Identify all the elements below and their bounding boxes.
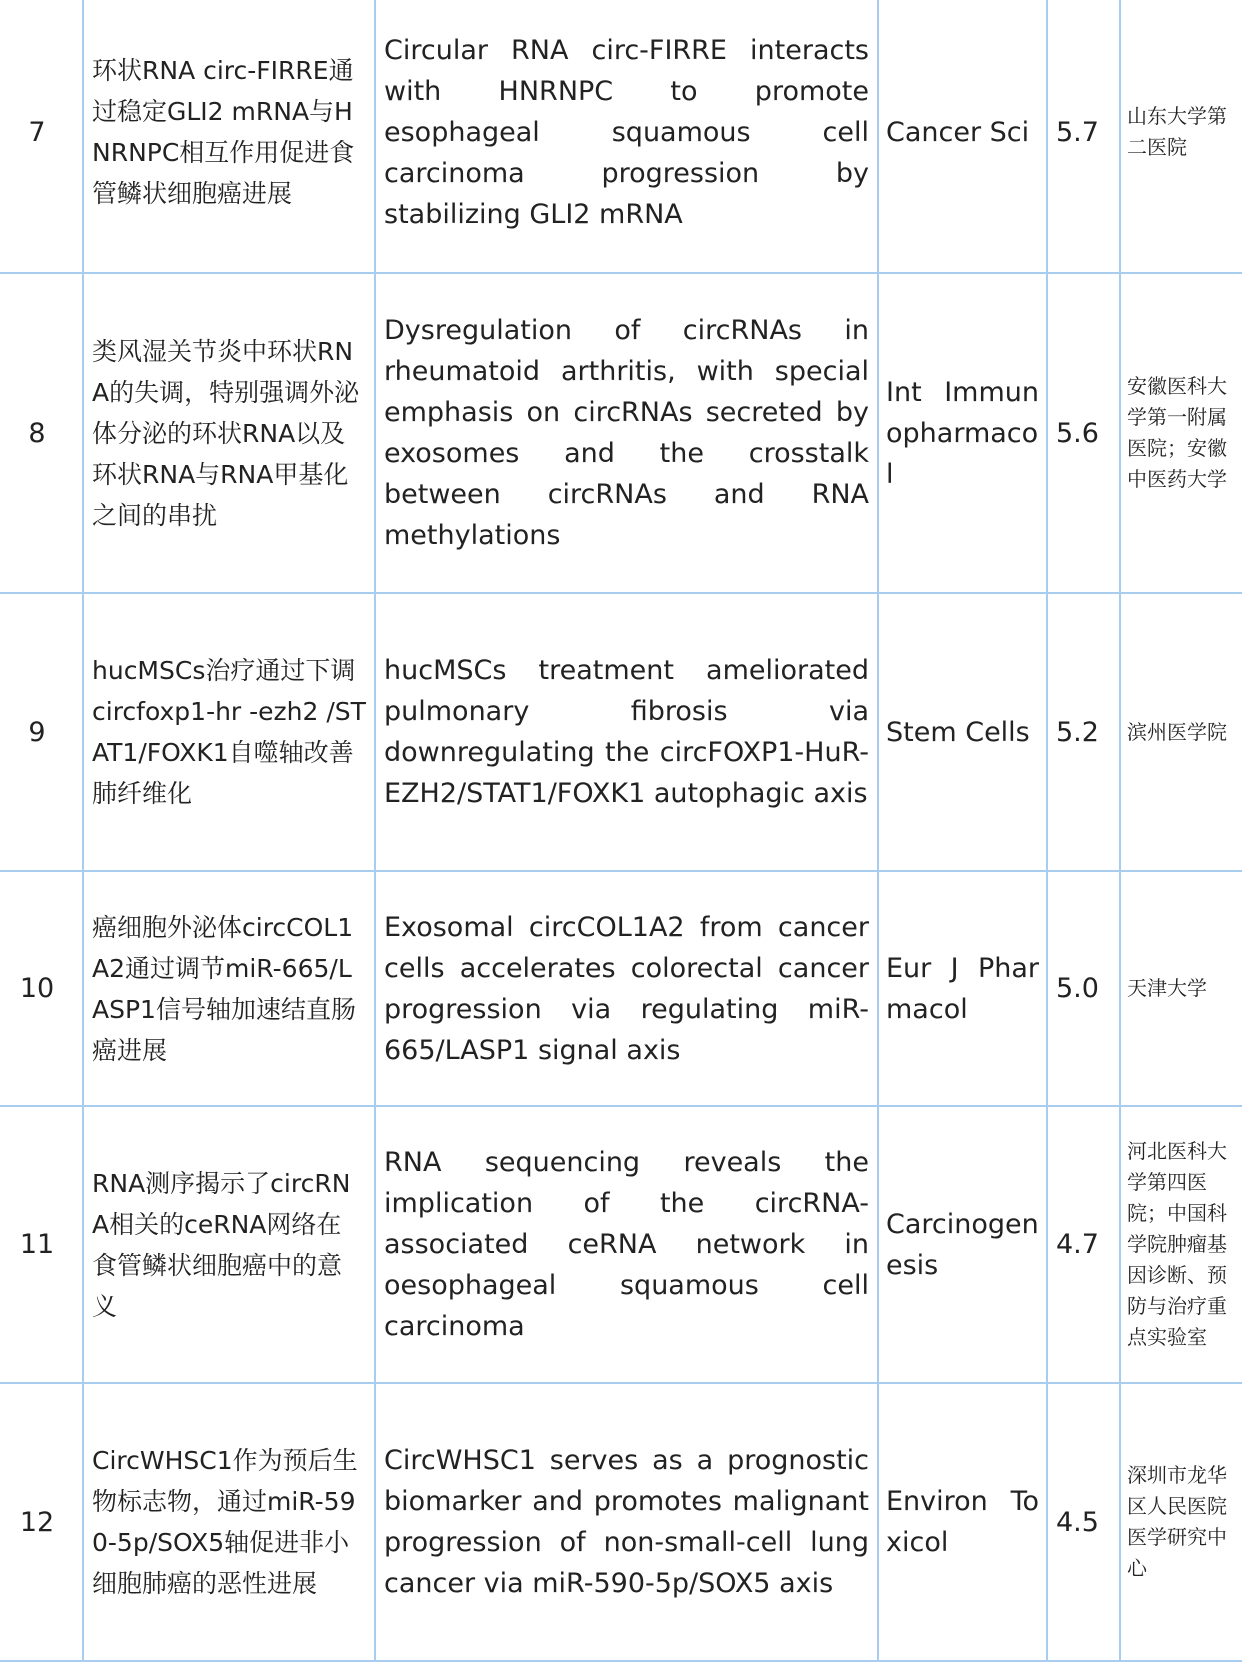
row-number: 10 <box>0 871 83 1106</box>
table-row <box>0 0 1242 273</box>
chinese-title: RNA测序揭示了circRNA相关的ceRNA网络在食管鳞状细胞癌中的意义 <box>83 1106 375 1383</box>
table-row <box>0 1106 1242 1383</box>
table-row <box>0 593 1242 871</box>
english-title: Exosomal circCOL1A2 from cancer cells accelerates colorectal cancer progression via regulating miR-665/LASP1 signal axis <box>375 871 878 1106</box>
english-title: CircWHSC1 serves as a prognostic biomarker and promotes malignant progression of non-small-cell lung cancer via miR-590-5p/SOX5 axis <box>375 1383 878 1661</box>
row-number: 9 <box>0 593 83 871</box>
table-row <box>0 273 1242 593</box>
journal-name: Stem Cells <box>878 593 1047 871</box>
impact-factor: 5.7 <box>1047 0 1120 273</box>
row-number: 7 <box>0 0 83 273</box>
table-row <box>0 1383 1242 1661</box>
chinese-title: 癌细胞外泌体circCOL1A2通过调节miR-665/LASP1信号轴加速结直肠癌进展 <box>83 871 375 1106</box>
row-number: 8 <box>0 273 83 593</box>
english-title: hucMSCs treatment ameliorated pulmonary fibrosis via downregulating the circFOXP1-HuR-EZH2/STAT1/FOXK1 autophagic axis <box>375 593 878 871</box>
impact-factor: 5.6 <box>1047 273 1120 593</box>
institution: 滨州医学院 <box>1120 593 1242 871</box>
impact-factor: 4.7 <box>1047 1106 1120 1383</box>
institution: 天津大学 <box>1120 871 1242 1106</box>
journal-name: Carcinogenesis <box>878 1106 1047 1383</box>
journal-name: Eur J Pharmacol <box>878 871 1047 1106</box>
impact-factor: 5.2 <box>1047 593 1120 871</box>
english-title: Circular RNA circ-FIRRE interacts with HNRNPC to promote esophageal squamous cell carcinoma progression by stabilizing GLI2 mRNA <box>375 0 878 273</box>
journal-name: Int Immunopharmacol <box>878 273 1047 593</box>
chinese-title: 类风湿关节炎中环状RNA的失调，特别强调外泌体分泌的环状RNA以及环状RNA与RNA甲基化之间的串扰 <box>83 273 375 593</box>
table-row <box>0 871 1242 1106</box>
institution: 安徽医科大学第一附属医院；安徽中医药大学 <box>1120 273 1242 593</box>
institution: 山东大学第二医院 <box>1120 0 1242 273</box>
journal-name: Environ Toxicol <box>878 1383 1047 1661</box>
journal-name: Cancer Sci <box>878 0 1047 273</box>
institution: 河北医科大学第四医院；中国科学院肿瘤基因诊断、预防与治疗重点实验室 <box>1120 1106 1242 1383</box>
english-title: RNA sequencing reveals the implication of the circRNA-associated ceRNA network in oesophageal squamous cell carcinoma <box>375 1106 878 1383</box>
impact-factor: 5.0 <box>1047 871 1120 1106</box>
row-number: 12 <box>0 1383 83 1661</box>
row-number: 11 <box>0 1106 83 1383</box>
english-title: Dysregulation of circRNAs in rheumatoid arthritis, with special emphasis on circRNAs secreted by exosomes and the crosstalk between circRNAs and RNA methylations <box>375 273 878 593</box>
institution: 深圳市龙华区人民医院医学研究中心 <box>1120 1383 1242 1661</box>
impact-factor: 4.5 <box>1047 1383 1120 1661</box>
chinese-title: 环状RNA circ-FIRRE通过稳定GLI2 mRNA与HNRNPC相互作用促进食管鳞状细胞癌进展 <box>83 0 375 273</box>
chinese-title: CircWHSC1作为预后生物标志物，通过miR-590-5p/SOX5轴促进非小细胞肺癌的恶性进展 <box>83 1383 375 1661</box>
chinese-title: hucMSCs治疗通过下调circfoxp1-hr -ezh2 /STAT1/FOXK1自噬轴改善肺纤维化 <box>83 593 375 871</box>
